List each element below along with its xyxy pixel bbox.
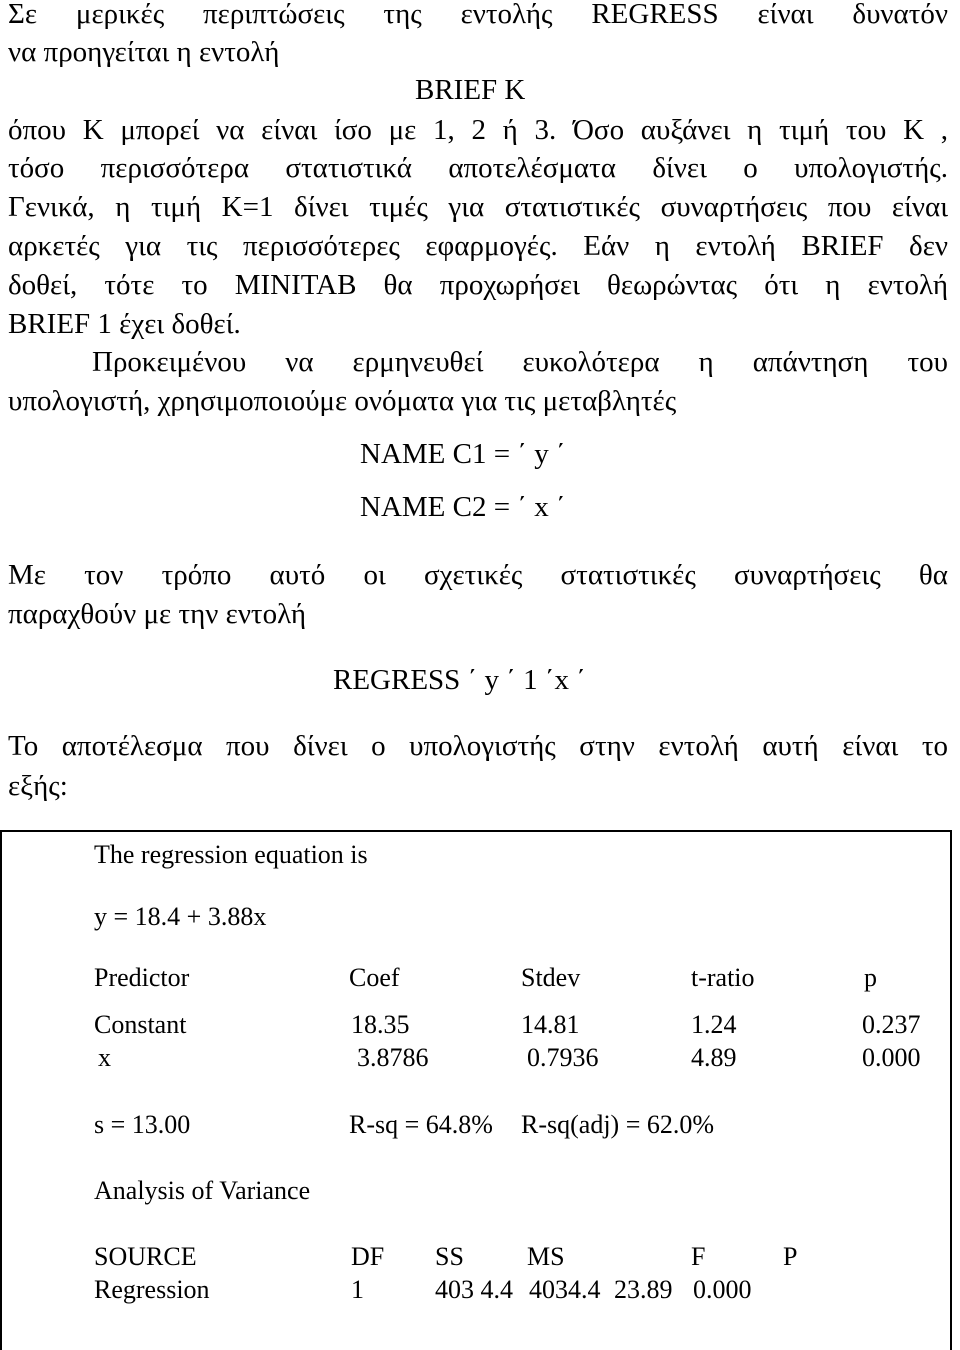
command-name-c2: NAME C2 = ΄ x ΄ <box>360 491 566 523</box>
anova-row-regression-p: 0.000 <box>693 1275 752 1304</box>
regression-equation: y = 18.4 + 3.88x <box>94 902 267 931</box>
anova-row-regression-ms: 4034.4 <box>529 1275 601 1304</box>
anova-heading: Analysis of Variance <box>94 1176 311 1205</box>
table-row-x-coef: 3.8786 <box>357 1043 429 1072</box>
command-brief: BRIEF K <box>415 74 526 106</box>
paragraph-3-line-2: υπολογιστή, χρησιμοποιούμε ονόματα για τις μεταβλητές <box>8 385 677 417</box>
paragraph-4-line-1: Με τον τρόπο αυτό οι σχετικές στατιστικές συναρτήσεις θα <box>8 559 948 591</box>
summary-rsq: R-sq = 64.8% <box>349 1110 493 1139</box>
paragraph-1-line-1: Σε μερικές περιπτώσεις της εντολής REGRESS είναι δυνατόν <box>8 0 948 30</box>
command-regress: REGRESS ΄ y ΄ 1 ΄x ΄ <box>333 664 586 696</box>
summary-rsq-adj: R-sq(adj) = 62.0% <box>521 1110 715 1139</box>
paragraph-3-line-1: Προκειμένου να ερμηνευθεί ευκολότερα η απάντηση του <box>92 346 948 378</box>
paragraph-2-line-4: αρκετές για τις περισσότερες εφαρμογές. Εάν η εντολή BRIEF δεν <box>8 230 948 262</box>
table-row-constant-t-ratio: 1.24 <box>691 1010 737 1039</box>
anova-header-p: P <box>783 1242 798 1271</box>
anova-header-df: DF <box>351 1242 385 1271</box>
paragraph-5-line-2: εξής: <box>8 770 68 802</box>
paragraph-2-line-3: Γενικά, η τιμή K=1 δίνει τιμές για στατιστικές συναρτήσεις που είναι <box>8 191 948 223</box>
paragraph-2-line-6: BRIEF 1 έχει δοθεί. <box>8 308 241 340</box>
paragraph-1-line-2: να προηγείται η εντολή <box>8 36 280 68</box>
predictor-header-coef: Coef <box>349 963 400 992</box>
anova-header-ss: SS <box>435 1242 464 1271</box>
table-row-x-p: 0.000 <box>862 1043 921 1072</box>
anova-row-regression-df: 1 <box>351 1275 364 1304</box>
table-row-constant-stdev: 14.81 <box>521 1010 580 1039</box>
anova-row-regression-f: 23.89 <box>614 1275 673 1304</box>
command-name-c1: NAME C1 = ΄ y ΄ <box>360 438 566 470</box>
paragraph-2-line-2: τόσο περισσότερα στατιστικά αποτελέσματα δίνει ο υπολογιστής. <box>8 152 948 184</box>
anova-header-f: F <box>691 1242 706 1271</box>
table-row-constant-predictor: Constant <box>94 1010 187 1039</box>
equation-heading: The regression equation is <box>94 840 368 869</box>
paragraph-5-line-1: Το αποτέλεσμα που δίνει ο υπολογιστής στην εντολή αυτή είναι το <box>8 730 948 762</box>
table-row-constant-p: 0.237 <box>862 1010 921 1039</box>
table-row-x-stdev: 0.7936 <box>527 1043 599 1072</box>
predictor-header-predictor: Predictor <box>94 963 190 992</box>
table-row-x-t-ratio: 4.89 <box>691 1043 737 1072</box>
anova-row-regression-ss: 403 4.4 <box>435 1275 513 1304</box>
anova-header-source: SOURCE <box>94 1242 197 1271</box>
paragraph-4-line-2: παραχθούν με την εντολή <box>8 598 307 630</box>
predictor-header-p: p <box>864 963 877 992</box>
predictor-header-t-ratio: t-ratio <box>691 963 755 992</box>
anova-header-ms: MS <box>527 1242 565 1271</box>
paragraph-2-line-1: όπου K μπορεί να είναι ίσο με 1, 2 ή 3. Όσο αυξάνει η τιμή του K , <box>8 114 948 146</box>
summary-s: s = 13.00 <box>94 1110 191 1139</box>
table-row-constant-coef: 18.35 <box>351 1010 410 1039</box>
paragraph-2-line-5: δοθεί, τότε το MINITAB θα προχωρήσει θεωρώντας ότι η εντολή <box>8 269 948 301</box>
predictor-header-stdev: Stdev <box>521 963 581 992</box>
minitab-output-box <box>0 830 952 1350</box>
anova-row-regression-source: Regression <box>94 1275 210 1304</box>
table-row-x-predictor: x <box>98 1043 111 1072</box>
